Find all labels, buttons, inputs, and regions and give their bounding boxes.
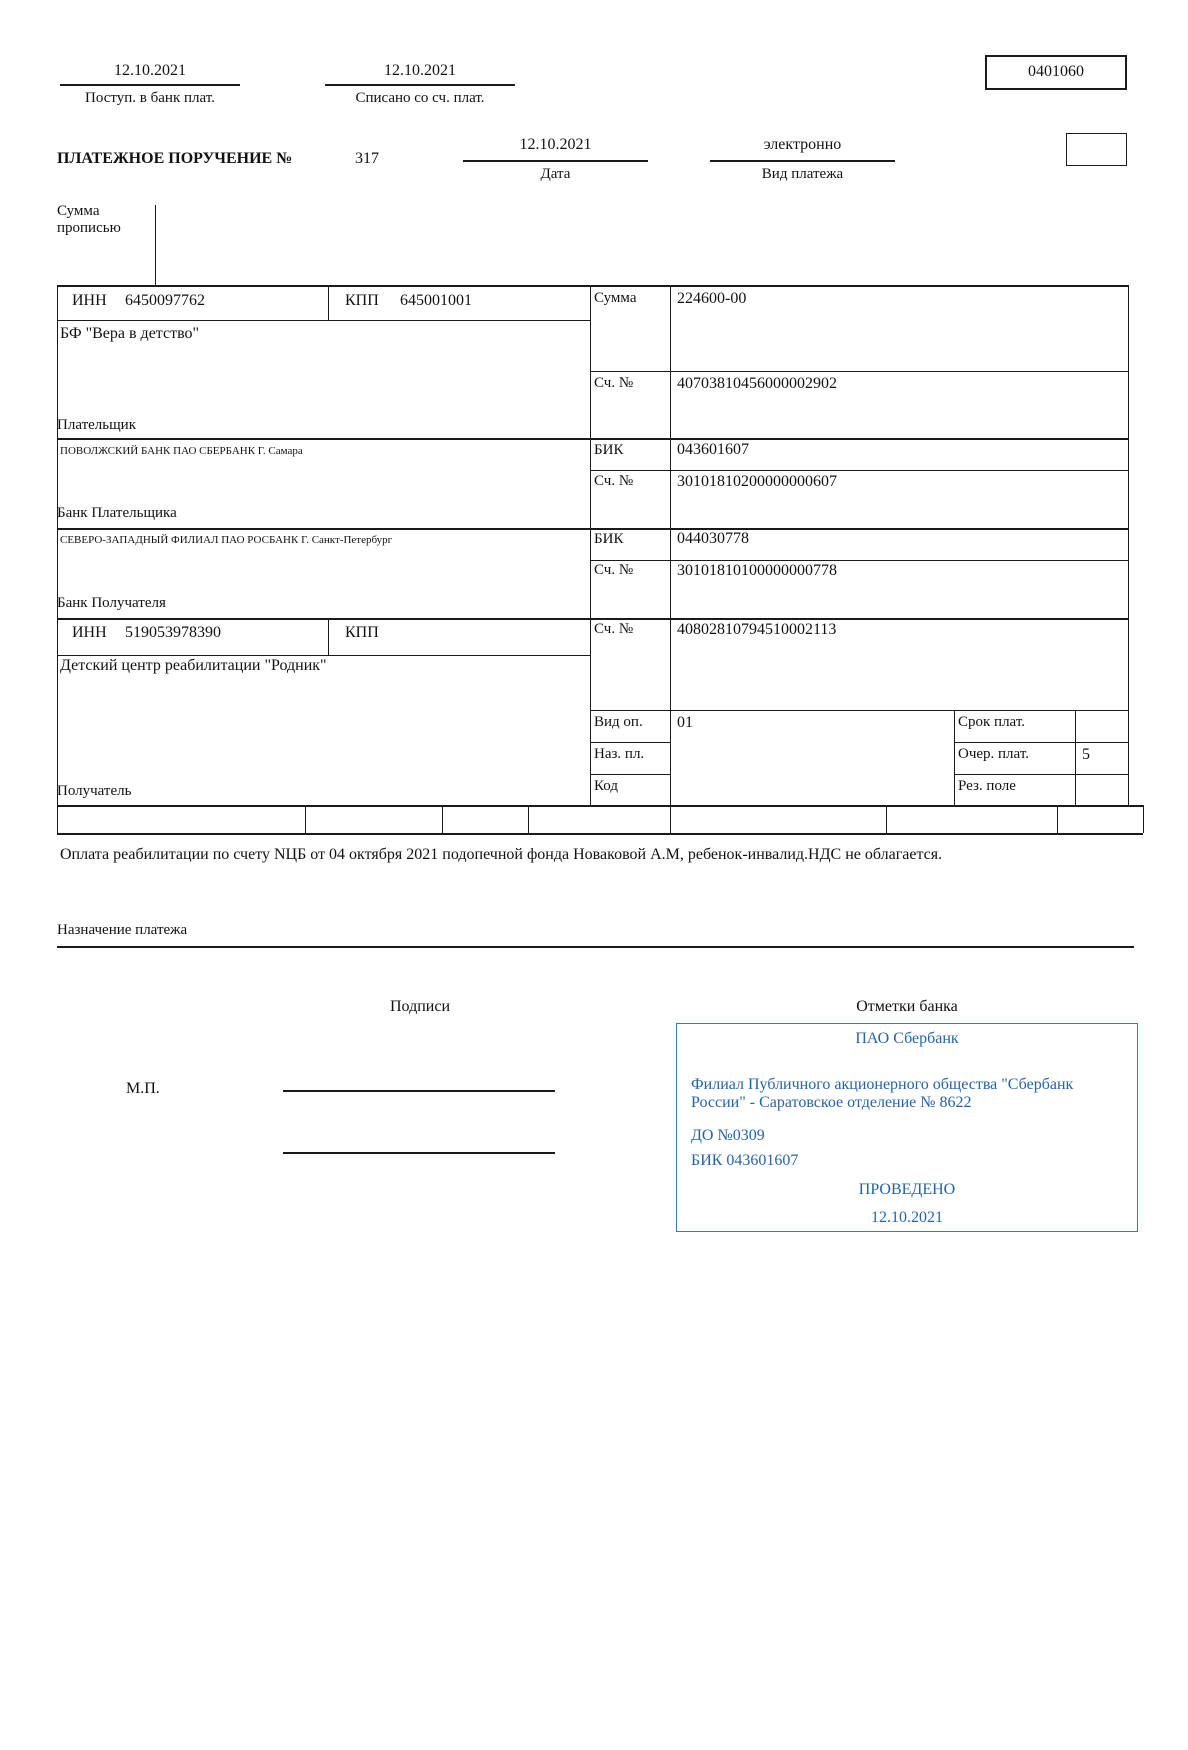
- payer-bank-section-label: Банк Плательщика: [57, 505, 177, 521]
- priority-value: 5: [1082, 746, 1090, 763]
- signature-line-2: [283, 1152, 555, 1154]
- payee-bank-bik-value: 044030778: [677, 530, 749, 547]
- payee-bank-account-value: 30101810100000000778: [677, 562, 837, 579]
- payer-bank-name: ПОВОЛЖСКИЙ БАНК ПАО СБЕРБАНК Г. Самара: [60, 445, 303, 457]
- payer-section-label: Плательщик: [57, 417, 136, 433]
- date-underline: [463, 160, 648, 162]
- status-code-box: [1066, 133, 1127, 166]
- pay-term-column-divider: [954, 710, 955, 805]
- payee-account-value: 40802810794510002113: [677, 621, 837, 638]
- signature-line-1: [283, 1090, 555, 1092]
- payer-bank-account-value: 30101810200000000607: [677, 473, 837, 490]
- stamp-status: ПРОВЕДЕНО: [858, 1181, 956, 1198]
- amount-in-words-divider: [155, 205, 156, 285]
- stamp-office: ДО №0309: [691, 1127, 765, 1144]
- received-in-bank-label: Поступ. в банк плат.: [85, 90, 215, 106]
- payer-bank-account-label: Сч. №: [594, 473, 634, 489]
- payee-section-line: [57, 805, 1143, 807]
- reserve-field-label: Рез. поле: [958, 778, 1016, 794]
- purpose-code-underline: [590, 774, 670, 775]
- amount-label: Сумма: [594, 290, 637, 306]
- payer-kpp-value: 645001001: [400, 292, 472, 309]
- empty-row-divider-2: [442, 805, 443, 833]
- payee-bank-account-label: Сч. №: [594, 562, 634, 578]
- payee-bank-bik-label: БИК: [594, 531, 624, 547]
- empty-row-divider-1: [305, 805, 306, 833]
- stamp-place-label: М.П.: [126, 1080, 160, 1097]
- payer-inn-row-underline: [57, 320, 590, 321]
- payee-bank-section-line: [57, 618, 1128, 620]
- payer-account-value: 40703810456000002902: [677, 375, 837, 392]
- op-kind-underline: [590, 742, 670, 743]
- payment-purpose-text: Оплата реабилитации по счету NЦБ от 04 октября 2021 подопечной фонда Новаковой А.М, ребенок-инвалид.НДС не облагается.: [60, 846, 943, 863]
- payee-kpp-label: КПП: [345, 624, 379, 641]
- stamp-bik: БИК 043601607: [691, 1152, 799, 1169]
- payer-inn-label: ИНН: [72, 292, 107, 309]
- payer-name: БФ "Вера в детство": [60, 325, 200, 342]
- payee-inn-value: 519053978390: [125, 624, 221, 641]
- stamp-branch-name: Филиал Публичного акционерного общества "Сбербанк России" - Саратовское отделение № 8622: [691, 1076, 1074, 1112]
- payee-bank-section-label: Банк Получателя: [57, 595, 166, 611]
- main-column-divider: [590, 285, 591, 805]
- payee-bank-name: СЕВЕРО-ЗАПАДНЫЙ ФИЛИАЛ ПАО РОСБАНК Г. Санкт-Петербург: [60, 534, 393, 546]
- payment-purpose-label: Назначение платежа: [57, 922, 188, 938]
- empty-row-divider-4: [670, 805, 671, 833]
- pay-term-underline: [954, 742, 1128, 743]
- payer-section-line: [57, 438, 1128, 440]
- payee-account-label: Сч. №: [594, 621, 634, 637]
- debited-label: Списано со сч. плат.: [355, 90, 485, 106]
- form-code-box: [985, 55, 1127, 90]
- payment-kind-label: Вид платежа: [761, 166, 844, 182]
- empty-row-divider-3: [528, 805, 529, 833]
- purpose-code-label: Наз. пл.: [594, 746, 645, 762]
- pay-term-label: Срок плат.: [958, 714, 1026, 730]
- payer-inn-value: 6450097762: [125, 292, 205, 309]
- payment-kind-underline: [710, 160, 895, 162]
- bank-marks-label: Отметки банка: [856, 998, 958, 1015]
- empty-row-divider-5: [886, 805, 887, 833]
- payee-name: Детский центр реабилитации "Родник": [60, 657, 327, 674]
- payer-kpp-label: КПП: [345, 292, 379, 309]
- table-top-border: [57, 285, 1128, 287]
- signatures-label: Подписи: [389, 998, 451, 1015]
- op-kind-label: Вид оп.: [594, 714, 643, 730]
- payer-account-label: Сч. №: [594, 375, 634, 391]
- priority-label: Очер. плат.: [958, 746, 1029, 762]
- pay-term-value-divider: [1075, 710, 1076, 805]
- document-title: ПЛАТЕЖНОЕ ПОРУЧЕНИЕ №: [57, 150, 293, 167]
- payee-inn-row-underline: [57, 655, 590, 656]
- table-bottom-border: [57, 833, 1143, 835]
- payer-inn-kpp-divider: [328, 285, 329, 320]
- payer-bank-bik-label: БИК: [594, 442, 624, 458]
- bank-stamp-box: [676, 1023, 1138, 1232]
- amount-in-words-label: Сумма прописью: [57, 203, 121, 237]
- document-date: 12.10.2021: [519, 136, 592, 153]
- op-kind-value: 01: [677, 714, 693, 731]
- stamp-date: 12.10.2021: [871, 1209, 943, 1226]
- payee-inn-label: ИНН: [72, 624, 107, 641]
- amount-value: 224600-00: [677, 290, 747, 307]
- received-date-underline: [60, 84, 240, 86]
- payment-kind-value: электронно: [763, 136, 842, 153]
- code-label: Код: [594, 778, 618, 794]
- form-code: 0401060: [1028, 63, 1084, 80]
- table-left-border: [57, 285, 58, 833]
- debited-date: 12.10.2021: [384, 62, 456, 79]
- stamp-bank-name: ПАО Сбербанк: [855, 1030, 959, 1047]
- empty-row-divider-6: [1057, 805, 1058, 833]
- priority-underline: [954, 774, 1128, 775]
- payment-purpose-underline: [57, 946, 1134, 948]
- payee-section-label: Получатель: [57, 783, 132, 799]
- payer-bank-bik-value: 043601607: [677, 441, 749, 458]
- payer-bank-section-line: [57, 528, 1128, 530]
- debited-date-underline: [325, 84, 515, 86]
- empty-row-right-border: [1143, 805, 1144, 833]
- label-value-divider: [670, 285, 671, 805]
- document-number: 317: [355, 150, 379, 167]
- date-label: Дата: [540, 166, 571, 182]
- received-in-bank-date: 12.10.2021: [114, 62, 186, 79]
- payee-inn-kpp-divider: [328, 618, 329, 655]
- table-right-border: [1128, 285, 1129, 805]
